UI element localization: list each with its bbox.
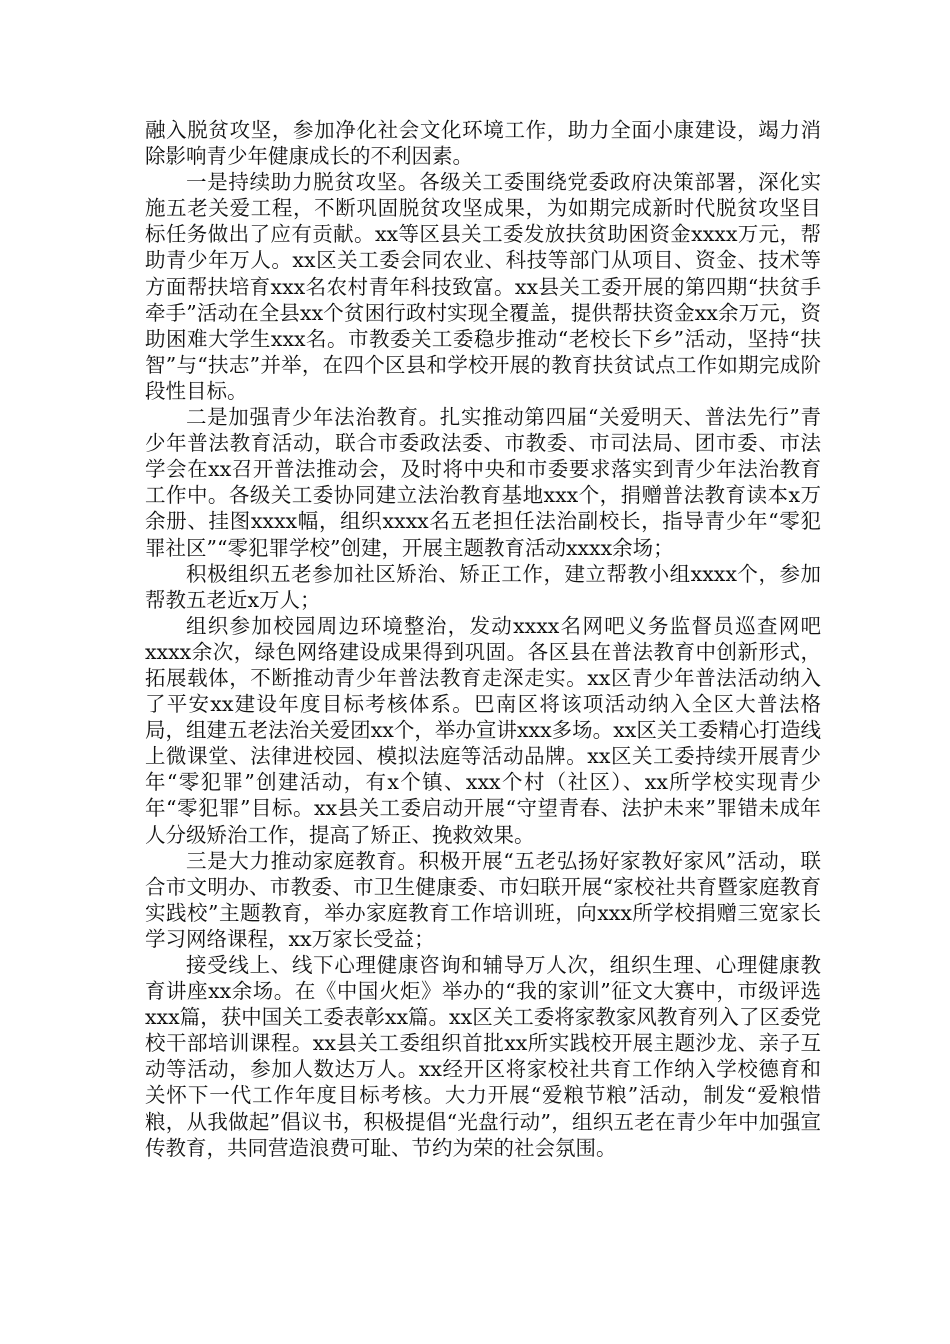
paragraph-campus-environment: 组织参加校园周边环境整治，发动xxxx名网吧义务监督员巡查网吧xxxx余次，绿色网络建设成果得到巩固。各区县在普法教育中创新形式，拓展载体，不断推动青少年普法教育走深走实。xx区青少年普法活动纳入了平安xx建设年度目标考核体系。巴南区将该项活动纳入全区大普法格局，组建五老法治关爱团xx个，举办宣讲xxx多场。xx区关工委精心打造线上微课堂、法律进校园、模拟法庭等活动品牌。xx区关工委持续开展青少年“零犯罪”创建活动，有x个镇、xxx个村（社区）、xx所学校实现青少年“零犯罪”目标。xx县关工委启动开展“守望青春、法护未来”罪错未成年人分级矫治工作，提高了矫正、挽救效果。 <box>145 613 821 847</box>
paragraph-mental-health: 接受线上、线下心理健康咨询和辅导万人次，组织生理、心理健康教育讲座xx余场。在《中国火炬》举办的“我的家训”征文大赛中，市级评选xxx篇，获中国关工委表彰xx篇。xx区关工委将家教家风教育列入了区委党校干部培训课程。xx县关工委组织首批xx所实践校开展主题沙龙、亲子互动等活动，参加人数达万人。xx经开区将家校社共育工作纳入学校德育和关怀下一代工作年度目标考核。大力开展“爱粮节粮”活动，制发“爱粮惜粮，从我做起”倡议书，积极提倡“光盘行动”，组织五老在青少年中加强宣传教育，共同营造浪费可耻、节约为荣的社会氛围。 <box>145 953 821 1160</box>
paragraph-legal-education: 二是加强青少年法治教育。扎实推动第四届“关爱明天、普法先行”青少年普法教育活动，联合市委政法委、市教委、市司法局、团市委、市法学会在xx召开普法推动会，及时将中央和市委要求落实到青少年法治教育工作中。各级关工委协同建立法治教育基地xxx个，捐赠普法教育读本x万余册、挂图xxxx幅，组织xxxx名五老担任法治副校长，指导青少年“零犯罪社区”“零犯罪学校”创建，开展主题教育活动xxxx余场； <box>145 405 821 560</box>
paragraph-continuation: 融入脱贫攻坚，参加净化社会文化环境工作，助力全面小康建设，竭力消除影响青少年健康成长的不利因素。 <box>145 118 821 169</box>
paragraph-community-correction: 积极组织五老参加社区矫治、矫正工作，建立帮教小组xxxx个，参加帮教五老近x万人； <box>145 561 821 612</box>
paragraph-family-education: 三是大力推动家庭教育。积极开展“五老弘扬好家教好家风”活动，联合市文明办、市教委、市卫生健康委、市妇联开展“家校社共育暨家庭教育实践校”主题教育，举办家庭教育工作培训班，向xxx所学校捐赠三宽家长学习网络课程，xx万家长受益； <box>145 848 821 951</box>
document-body <box>145 117 821 1161</box>
paragraph-poverty-alleviation: 一是持续助力脱贫攻坚。各级关工委围绕党委政府决策部署，深化实施五老关爱工程，不断巩固脱贫攻坚成果，为如期完成新时代脱贫攻坚目标任务做出了应有贡献。xx等区县关工委发放扶贫助困资金xxxx万元，帮助青少年万人。xx区关工委会同农业、科技等部门从项目、资金、技术等方面帮扶培育xxx名农村青年科技致富。xx县关工委开展的第四期“扶贫手牵手”活动在全县xx个贫困行政村实现全覆盖，提供帮扶资金xx余万元，资助困难大学生xxx名。市教委关工委稳步推动“老校长下乡”活动，坚持“扶智”与“扶志”并举，在四个区县和学校开展的教育扶贫试点工作如期完成阶段性目标。 <box>145 170 821 403</box>
